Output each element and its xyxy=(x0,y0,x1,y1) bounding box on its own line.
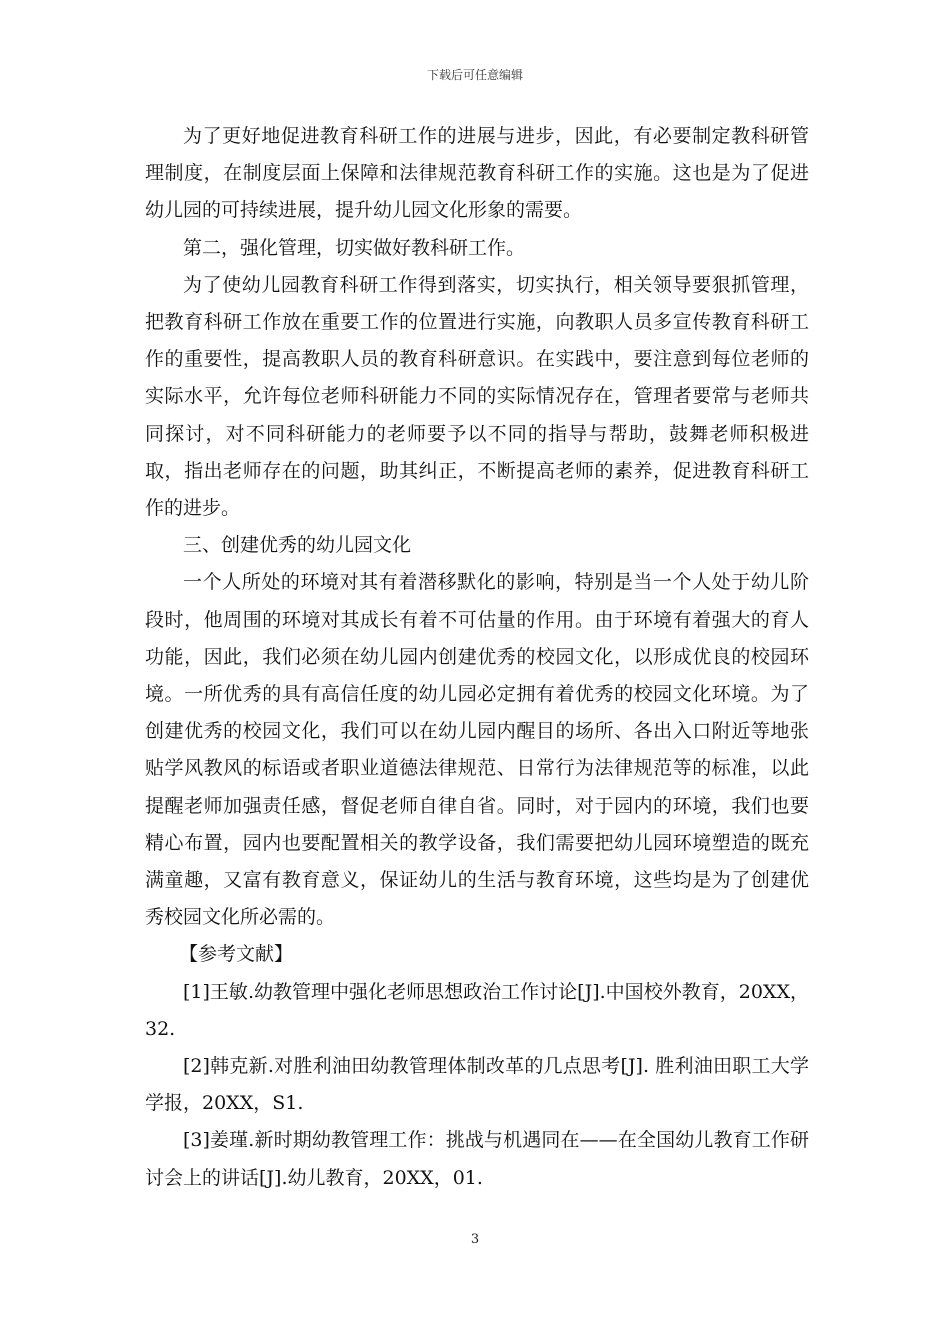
section-heading-3: 三、创建优秀的幼儿园文化 xyxy=(183,534,412,557)
reference-2: [2]韩克新.对胜利油田幼教管理体制改革的几点思考[J]. 胜利油田职工大学学报，20XX，S1. xyxy=(145,1055,809,1115)
paragraph-2: 为了使幼儿园教育科研工作得到落实，切实执行，相关领导要狠抓管理，把教育科研工作放在重要工作的位置进行实施，向教职人员多宣传教育科研工作的重要性，提高教职人员的教育科研意识。在实践中，要注意到每位老师的实际水平，允许每位老师科研能力不同的实际情况存在，管理者要常与老师共同探讨，对不同科研能力的老师要予以不同的指导与帮助，鼓舞老师积极进取，指出老师存在的问题，助其纠正，不断提高老师的素养，促进教育科研工作的进步。 xyxy=(145,273,809,520)
page-number: 3 xyxy=(470,1232,480,1247)
document-body xyxy=(145,118,809,1197)
references-title: 【参考文献】 xyxy=(179,943,294,966)
section-heading-2: 第二，强化管理，切实做好教科研工作。 xyxy=(183,236,526,259)
paragraph-1: 为了更好地促进教育科研工作的进展与进步，因此，有必要制定教科研管理制度，在制度层面上保障和法律规范教育科研工作的实施。这也是为了促进幼儿园的可持续进展，提升幼儿园文化形象的需要。 xyxy=(145,125,809,222)
reference-1: [1]王敏.幼教管理中强化老师思想政治工作讨论[J].中国校外教育，20XX，32. xyxy=(145,980,809,1040)
reference-3: [3]姜瑾.新时期幼教管理工作：挑战与机遇同在——在全国幼儿教育工作研讨会上的讲话[J].幼儿教育，20XX，01. xyxy=(145,1129,809,1189)
paragraph-3: 一个人所处的环境对其有着潜移默化的影响，特别是当一个人处于幼儿阶段时，他周围的环境对其成长有着不可估量的作用。由于环境有着强大的育人功能，因此，我们必须在幼儿园内创建优秀的校园文化，以形成优良的校园环境。一所优秀的具有高信任度的幼儿园必定拥有着优秀的校园文化环境。为了创建优秀的校园文化，我们可以在幼儿园内醒目的场所、各出入口附近等地张贴学风教风的标语或者职业道德法律规范、日常行为法律规范等的标准，以此提醒老师加强责任感，督促老师自律自省。同时，对于园内的环境，我们也要精心布置，园内也要配置相关的教学设备，我们需要把幼儿园环境塑造的既充满童趣，又富有教育意义，保证幼儿的生活与教育环境，这些均是为了创建优秀校园文化所必需的。 xyxy=(145,571,809,929)
page-header: 下载后可任意编辑 xyxy=(426,68,523,82)
